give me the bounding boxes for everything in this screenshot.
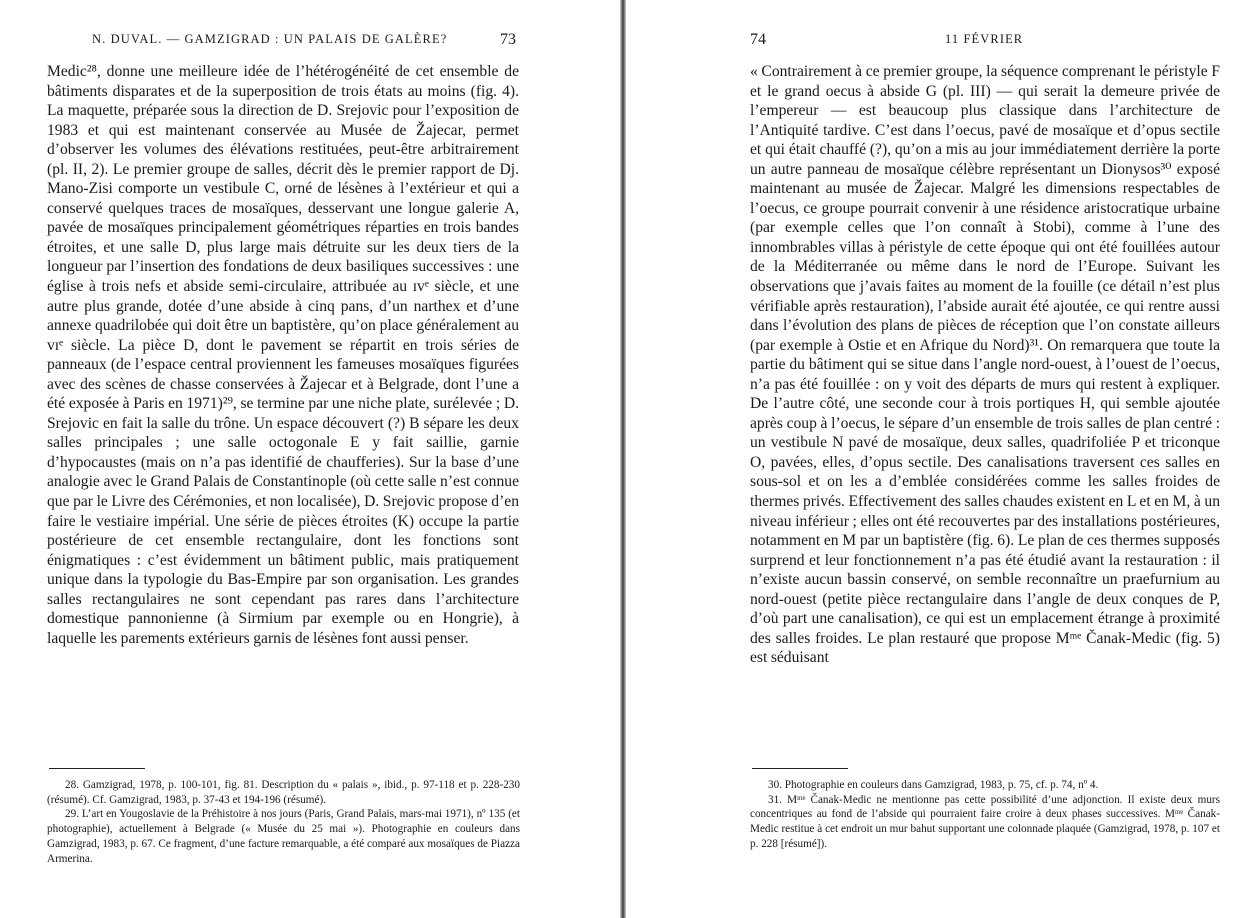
running-header: N. DUVAL. — GAMZIGRAD : UN PALAIS DE GALÈRE? — [92, 32, 448, 46]
body-paragraph: Medic²⁸, donne une meilleure idée de l’hétérogénéité de cet ensemble de bâtiments disparates et de la superposition de trois états au moins (fig. 4). La maquette, préparée sous la direction de D. Srejovic pour l’exposition de 1983 et qui est maintenant conservée au Musée de Žajecar, permet d’observer les volumes des élévations restituées, peut-être arbitrairement (pl. II, 2). Le premier groupe de salles, décrit dès le premier rapport de Dj. Mano-Zisi comporte un vestibule C, orné de lésènes à l’extérieur et qui a conservé quelques traces de mosaïques, desservant une longue galerie A, pavée de mosaïques principalement géométriques réparties en trois bandes étroites, et une salle D, plus large mais détruite sur les deux tiers de la longueur par l’insertion des fondations de deux basiliques successives : une église à trois nefs et abside semi-circulaire, attribuée au ɪvᵉ siècle, et une autre plus grande, dotée d’une abside à cinq pans, d’un narthex et d’une annexe quadrilobée qui doit être un baptistère, qu’on place généralement au vɪᵉ siècle. La pièce D, dont le pavement se répartit en trois séries de panneaux (de l’espace central proviennent les fameuses mosaïques figurées avec des scènes de chasse conservées à Žajecar et à Belgrade, dont l’une a été exposée à Paris en 1971)²⁹, se termine par une niche plate, surélevée ; D. Srejovic en fait la salle du trône. Un espace découvert (?) B sépare les deux salles principales ; une salle octogonale E y fait saillie, garnie d’hypocaustes (mais on n’a pas identifié de chaufferies). Sur la base d’une analogie avec le Grand Palais de Constantinople (où cette salle n’est connue que par le Livre des Cérémonies, et non localisée), D. Srejovic propose d’en faire le vestiaire impérial. Une série de pièces étroites (K) occupe la partie postérieure de cet ensemble rectangulaire, dont les fonctions sont énigmatiques : c’est évidemment un bâtiment public, mais pratiquement unique dans la typologie du Bas-Empire par son organisation. Les grandes salles rectangulaires ne sont cependant pas rares dans l’architecture domestique pannonienne (à Sirmium par exemple ou en Hongrie), à laquelle les parements extérieurs garnis de lésènes font aussi penser. — [47, 63, 519, 647]
footnote-28: 28. Gamzigrad, 1978, p. 100-101, fig. 81. Description du « palais », ibid., p. 97-118 et p. 228-230 (résumé). Cf. Gamzigrad, 1983, p. 37-43 et 194-196 (résumé). — [47, 779, 520, 806]
footnotes — [750, 778, 1220, 852]
footnote-31: 31. Mᵐᵉ Čanak-Medic ne mentionne pas cette possibilité d’une adjonction. Il existe deux murs concentriques au fond de l’abside qui pourraient faire croire à deux phases successives. Mᵐᵉ Čanak-Medic restitue à cet endroit un mur bahut supportant une colonnade plaquée (Gamzigrad, 1978, p. 107 et p. 228 [résumé]). — [750, 793, 1220, 850]
body-text — [47, 62, 519, 648]
body-text — [750, 62, 1220, 668]
footnote-29: 29. L’art en Yougoslavie de la Préhistoire à nos jours (Paris, Grand Palais, mars-mai 1971), nº 135 (et photographie), actuellement à Belgrade (« Musée du 25 mai »). Photographie en couleurs dans Gamzigrad, 1983, p. 67. Ce fragment, d’une facture remarquable, a été comparé aux mosaïques de Piazza Armerina. — [47, 808, 520, 865]
footnote-30: 30. Photographie en couleurs dans Gamzigrad, 1983, p. 75, cf. p. 74, nº 4. — [768, 779, 1099, 791]
body-paragraph: « Contrairement à ce premier groupe, la séquence comprenant le péristyle F et le grand oecus à abside G (pl. III) — qui serait la demeure privée de l’empereur — est beaucoup plus classique dans l’architecture de l’Antiquité tardive. C’est dans l’oecus, pavé de mosaïque et d’opus sectile et qui était chauffé (?), qu’on a mis au jour immédiatement derrière la porte un autre panneau de mosaïque célèbre représentant un Dionysos³⁰ exposé maintenant au musée de Žajecar. Malgré les dimensions respectables de l’oecus, ce groupe pourrait convenir à une résidence aristocratique urbaine (par exemple celles que l’on connaît à Stobi), comme à l’une des innombrables villas à péristyle de cette époque qui ont été fouillées autour de la Méditerranée ou même dans le nord de l’Europe. Suivant les observations que j’avais faites au moment de la fouille (ce détail n’est plus vérifiable après restauration), l’abside aurait été ajoutée, ce qui rentre aussi dans l’évolution des plans de pièces de réception que l’on constate ailleurs (par exemple à Ostie et en Afrique du Nord)³¹. On remarquera que toute la partie du bâtiment qui se situe dans l’angle nord-ouest, à l’ouest de l’oecus, n’a pas été fouillée : on y voit des départs de murs qui restent à expliquer. De l’autre côté, une seconde cour à trois portiques H, qui semble ajoutée après coup à l’oecus, le sépare d’un ensemble de trois salles de plan centré : un vestibule N pavé de mosaïque, deux salles, quadrifoliée P et triconque O, pavées, elles, d’opus sectile. Des canalisations traversent ces salles en sous-sol et on les a d’emblée considérées comme les salles froides de thermes privés. Effectivement des salles chaudes existent en L et en M, à un niveau inférieur ; elles ont été recouvertes par des installations postérieures, notamment en M par un baptistère (fig. 6). Le plan de ces thermes supposés surprend et leur fonctionnement n’a pas été étudié avant la restauration : il n’existe aucun bassin conservé, on semble reconnaître un praefurnium au nord-ouest (petite pièce rectangulaire dans l’angle de deux conques de P, d’où part une canalisation), ce qui est un emplacement étrange à proximité des salles froides. Le plan restauré que propose Mᵐᵉ Čanak-Medic (fig. 5) est séduisant — [750, 63, 1220, 667]
page-number: 73 — [500, 31, 516, 48]
footnote-rule — [49, 768, 145, 769]
running-header: 11 FÉVRIER — [945, 32, 1024, 46]
footnotes — [47, 778, 520, 866]
left-page — [0, 0, 620, 918]
right-page — [626, 0, 1256, 918]
page-number: 74 — [750, 31, 766, 48]
footnote-rule — [752, 768, 848, 769]
